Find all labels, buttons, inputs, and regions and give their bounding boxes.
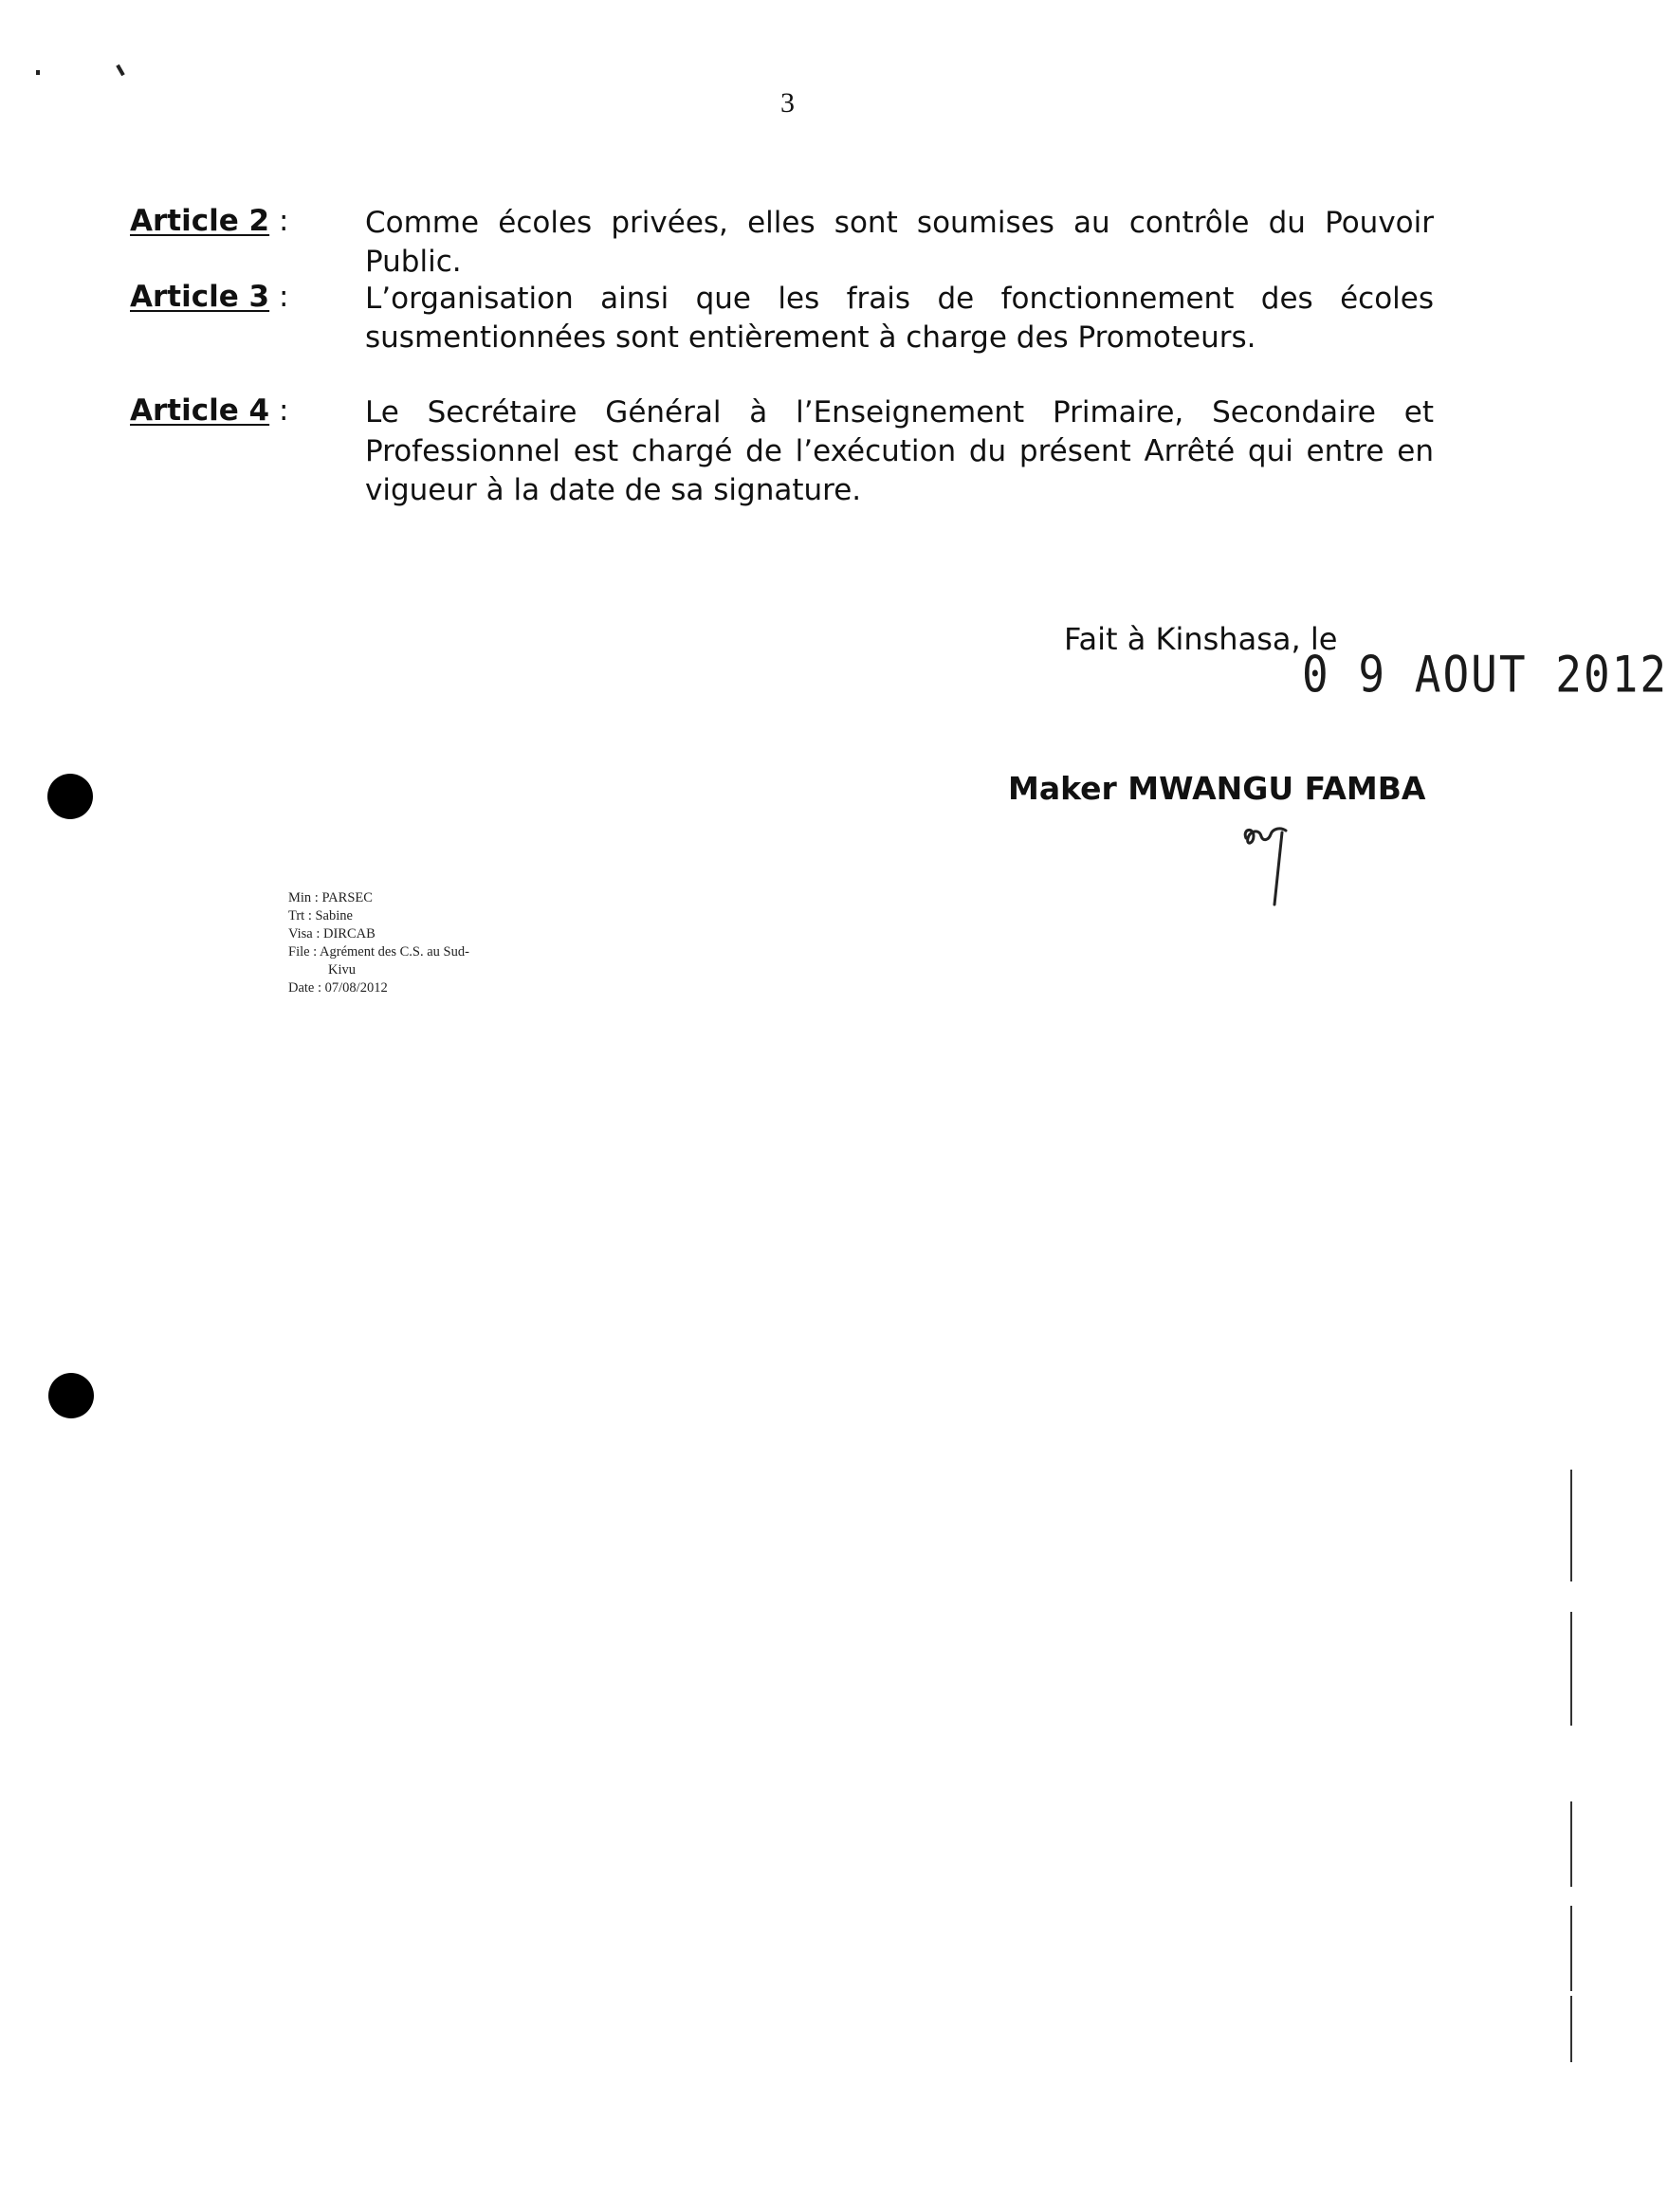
article-2 (130, 204, 1434, 282)
page-number: 3 (780, 87, 795, 119)
scan-speck (36, 70, 40, 75)
signatory-name: Maker MWANGU FAMBA (1008, 770, 1426, 807)
article-label: Article 4 : (130, 393, 289, 428)
article-text: Comme écoles privées, elles sont soumises au contrôle du Pouvoir Public. (365, 206, 1434, 279)
scan-speck (116, 64, 124, 76)
scan-edge-mark (1570, 1612, 1572, 1726)
punch-hole (48, 1373, 94, 1418)
article-text: Le Secrétaire Général à l’Enseignement Primaire, Secondaire et Professionnel est chargé de l’exécution du présent Arrêté qui entre en vigueur à la date de sa signature. (365, 395, 1434, 507)
scan-edge-mark (1570, 1470, 1572, 1581)
reference-line: Visa : DIRCAB (288, 926, 376, 941)
reference-line: Date : 07/08/2012 (288, 980, 388, 996)
scan-edge-mark (1570, 1996, 1572, 2062)
reference-line: Kivu (328, 962, 356, 978)
article-label: Article 2 : (130, 204, 289, 238)
scan-edge-mark (1570, 1801, 1572, 1887)
reference-line: File : Agrément des C.S. au Sud- (288, 944, 469, 960)
reference-line: Trt : Sabine (288, 908, 353, 923)
date-stamp: 0 9 AOUT 2012 (1302, 645, 1668, 704)
article-text: L’organisation ainsi que les frais de fonctionnement des écoles susmentionnées sont entièrement à charge des Promoteurs. (365, 282, 1434, 355)
article-3 (130, 280, 1434, 357)
handwritten-signature (1233, 817, 1318, 912)
place-and-date: Fait à Kinshasa, le (1064, 621, 1338, 657)
article-4 (130, 393, 1434, 510)
punch-hole (47, 774, 93, 819)
reference-block (288, 889, 469, 997)
scan-edge-mark (1570, 1906, 1572, 1991)
article-label: Article 3 : (130, 280, 289, 314)
reference-line: Min : PARSEC (288, 890, 373, 905)
